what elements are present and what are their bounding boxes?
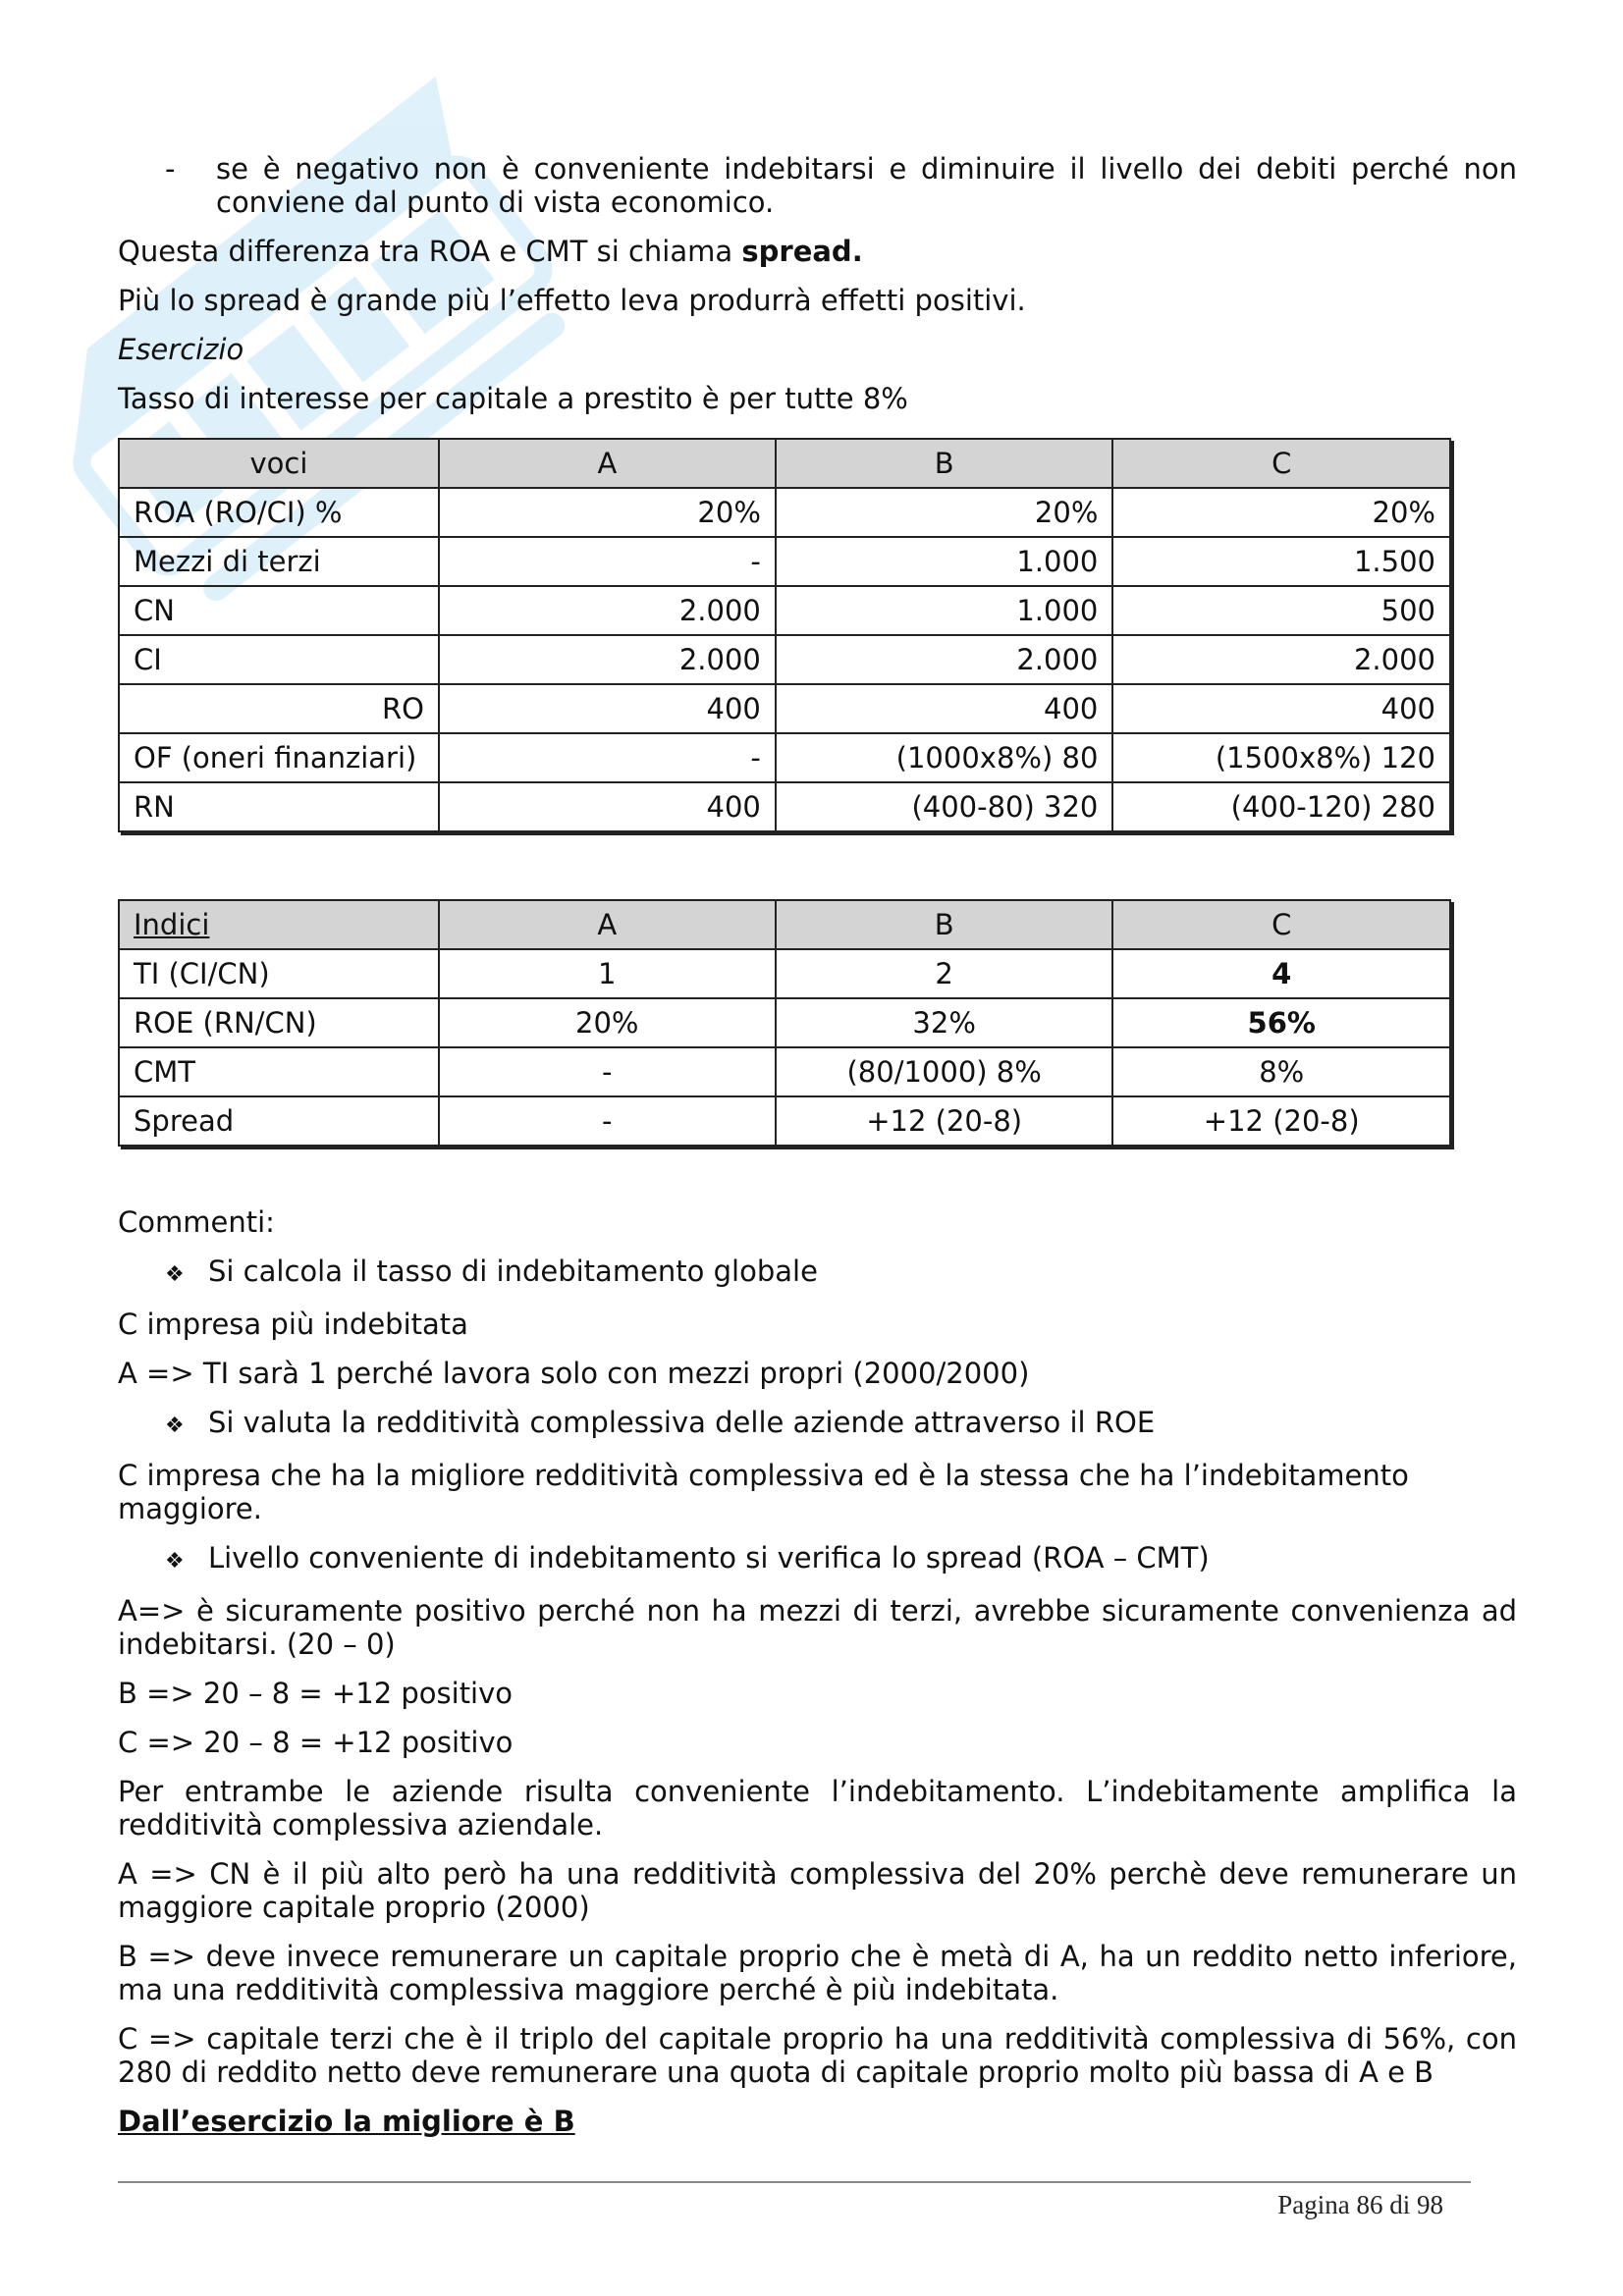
- table-cell: 32%: [776, 998, 1113, 1047]
- table-cell: 1.000: [776, 537, 1113, 586]
- bullet-text: se è negativo non è conveniente indebitarsi e diminuire il livello dei debiti perché non conviene dal punto di vista economico.: [216, 152, 1517, 219]
- table-cell: (80/1000) 8%: [776, 1047, 1113, 1096]
- table-row: [119, 1096, 1450, 1146]
- table-row: [119, 684, 1450, 733]
- comment-bullet-text: Livello conveniente di indebitamento si verifica lo spread (ROA – CMT): [208, 1541, 1210, 1575]
- comment-bullet-text: Si valuta la redditività complessiva delle aziende attraverso il ROE: [208, 1406, 1156, 1439]
- row-label: RN: [119, 782, 439, 831]
- negative-spread-bullet: [118, 152, 1517, 219]
- table-row: [119, 1047, 1450, 1096]
- header-cell: C: [1112, 439, 1450, 488]
- row-label: Mezzi di terzi: [119, 537, 439, 586]
- comment-line: A => TI sarà 1 perché lavora solo con mezzi propri (2000/2000): [118, 1357, 1030, 1390]
- header-cell: C: [1112, 900, 1450, 949]
- comments-title: Commenti:: [118, 1205, 275, 1239]
- header-cell: A: [439, 439, 776, 488]
- diamond-bullet-icon: ❖: [165, 1262, 185, 1287]
- table-row: [119, 782, 1450, 831]
- spread-definition: [118, 235, 1517, 268]
- comment-line: Per entrambe le aziende risulta conveniente l’indebitamento. L’indebitamente amplifica la redditività complessiva aziendale.: [118, 1775, 1517, 1842]
- comment-line: A => CN è il più alto però ha una redditività complessiva del 20% perchè deve remunerare un maggiore capitale proprio (2000): [118, 1857, 1517, 1924]
- diamond-bullet-icon: ❖: [165, 1414, 185, 1438]
- table-row: [119, 998, 1450, 1047]
- table-cell: 8%: [1112, 1047, 1450, 1096]
- row-label: CN: [119, 586, 439, 635]
- table-cell: 2.000: [776, 635, 1113, 684]
- header-cell: voci: [119, 439, 439, 488]
- conclusion: Dall’esercizio la migliore è B: [118, 2105, 575, 2138]
- table-cell: -: [439, 1096, 776, 1146]
- table-header-row: [119, 900, 1450, 949]
- row-label: CMT: [119, 1047, 439, 1096]
- table-cell: 2.000: [439, 586, 776, 635]
- footer-divider: [118, 2181, 1471, 2183]
- comment-line: A=> è sicuramente positivo perché non ha mezzi di terzi, avrebbe sicuramente convenienza ad indebitarsi. (20 – 0): [118, 1594, 1517, 1661]
- table-cell: -: [439, 733, 776, 782]
- row-label: Spread: [119, 1096, 439, 1146]
- table-cell: 2.000: [439, 635, 776, 684]
- table-cell: 400: [776, 684, 1113, 733]
- row-label: TI (CI/CN): [119, 949, 439, 998]
- table-row: [119, 635, 1450, 684]
- exercise-heading: Esercizio: [118, 333, 244, 366]
- table-row: [119, 537, 1450, 586]
- comment-bullet: [118, 1541, 1517, 1578]
- table-cell: 2: [776, 949, 1113, 998]
- table-row: [119, 949, 1450, 998]
- table-cell: 20%: [1112, 488, 1450, 537]
- row-label: OF (oneri finanziari): [119, 733, 439, 782]
- spread-term: spread.: [741, 235, 863, 268]
- table-cell: 20%: [776, 488, 1113, 537]
- table-cell: 20%: [439, 998, 776, 1047]
- comment-bullet-text: Si calcola il tasso di indebitamento globale: [208, 1255, 818, 1288]
- comment-bullet: [118, 1255, 1517, 1292]
- diamond-bullet-icon: ❖: [165, 1549, 185, 1574]
- table-cell: (400-120) 280: [1112, 782, 1450, 831]
- comment-line: C impresa che ha la migliore redditività complessiva ed è la stessa che ha l’indebitamento maggiore.: [118, 1459, 1409, 1525]
- table-cell: +12 (20-8): [776, 1096, 1113, 1146]
- table-row: [119, 586, 1450, 635]
- header-cell: B: [776, 900, 1113, 949]
- spread-effect: Più lo spread è grande più l’effetto leva produrrà effetti positivi.: [118, 284, 1026, 317]
- table-cell: 1.000: [776, 586, 1113, 635]
- interest-rate-note: Tasso di interesse per capitale a prestito è per tutte 8%: [118, 382, 908, 415]
- voci-table: [118, 438, 1451, 832]
- comments-section: [118, 1205, 1517, 2138]
- spread-definition-text: Questa differenza tra ROA e CMT si chiama: [118, 235, 742, 268]
- table-row: [119, 733, 1450, 782]
- table-cell: 20%: [439, 488, 776, 537]
- table-cell: 1.500: [1112, 537, 1450, 586]
- comment-line: B => deve invece remunerare un capitale proprio che è metà di A, ha un reddito netto inferiore, ma una redditività complessiva maggiore perché è più indebitata.: [118, 1940, 1517, 2006]
- table-row: [119, 488, 1450, 537]
- table-cell: (1000x8%) 80: [776, 733, 1113, 782]
- indici-table: [118, 899, 1451, 1147]
- table-cell: 400: [1112, 684, 1450, 733]
- page-number: Pagina 86 di 98: [1277, 2190, 1443, 2219]
- table-cell: 1: [439, 949, 776, 998]
- table-cell: 400: [439, 782, 776, 831]
- comment-line: C => 20 – 8 = +12 positivo: [118, 1726, 514, 1759]
- header-cell: B: [776, 439, 1113, 488]
- header-cell: A: [439, 900, 776, 949]
- row-label: CI: [119, 635, 439, 684]
- header-cell: Indici: [119, 900, 439, 949]
- table-cell: 400: [439, 684, 776, 733]
- table-cell: -: [439, 1047, 776, 1096]
- table-header-row: [119, 439, 1450, 488]
- dash-bullet: -: [165, 152, 176, 186]
- row-label: ROA (RO/CI) %: [119, 488, 439, 537]
- comment-line: C impresa più indebitata: [118, 1308, 468, 1341]
- table-cell: -: [439, 537, 776, 586]
- table-cell: (1500x8%) 120: [1112, 733, 1450, 782]
- table-cell-highlight: 56%: [1112, 998, 1450, 1047]
- table-cell: (400-80) 320: [776, 782, 1113, 831]
- table-cell-highlight: 4: [1112, 949, 1450, 998]
- page-content: [118, 152, 1517, 415]
- table-cell: +12 (20-8): [1112, 1096, 1450, 1146]
- comment-line: C => capitale terzi che è il triplo del capitale proprio ha una redditività complessiva di 56%, con 280 di reddito netto deve remunerare una quota di capitale proprio molto più bassa di A e B: [118, 2022, 1517, 2089]
- comment-line: B => 20 – 8 = +12 positivo: [118, 1677, 514, 1710]
- row-label: ROE (RN/CN): [119, 998, 439, 1047]
- table-cell: 2.000: [1112, 635, 1450, 684]
- row-label: RO: [119, 684, 439, 733]
- table-cell: 500: [1112, 586, 1450, 635]
- comment-bullet: [118, 1406, 1517, 1443]
